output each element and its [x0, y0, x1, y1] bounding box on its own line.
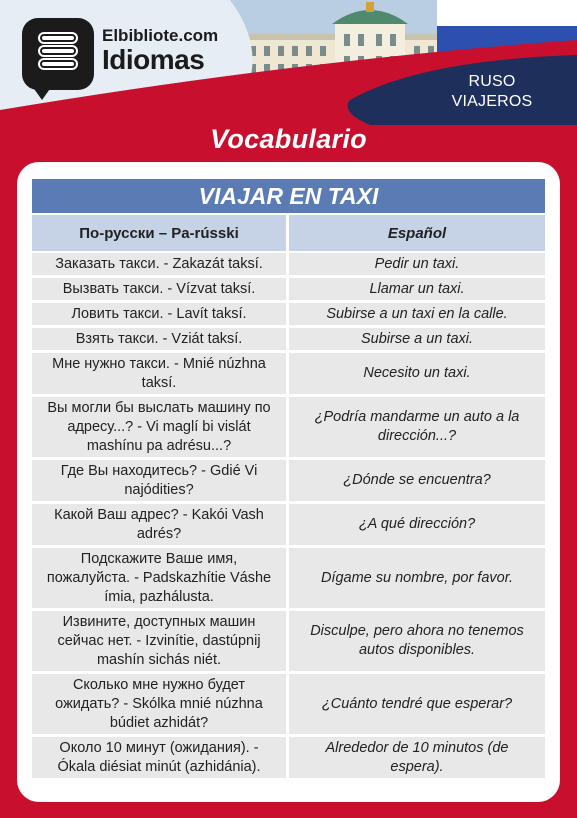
cell-spanish: ¿Cuánto tendré que esperar?	[289, 674, 545, 734]
cell-spanish: Subirse a un taxi en la calle.	[289, 303, 545, 325]
table-row	[32, 737, 545, 778]
cell-spanish: Llamar un taxi.	[289, 278, 545, 300]
cell-spanish: Dígame su nombre, por favor.	[289, 548, 545, 608]
header-russian: По-русски – Pa-rússki	[32, 215, 286, 251]
cell-spanish: Disculpe, pero ahora no tenemos autos disponibles.	[289, 611, 545, 671]
cell-russian: Вызвать такси. - Vízvat taksí.	[32, 278, 286, 300]
brand-site: Elbibliote.com	[102, 26, 219, 45]
table-row	[32, 303, 545, 325]
table-row	[32, 328, 545, 350]
table-row	[32, 460, 545, 501]
cell-russian: Около 10 минут (ожидания). - Ókala diésiat minút (azhidánia).	[32, 737, 286, 778]
cell-spanish: Subirse a un taxi.	[289, 328, 545, 350]
table-row	[32, 674, 545, 734]
section-title: Vocabulario	[210, 124, 367, 154]
table-row	[32, 397, 545, 457]
cell-spanish: ¿Dónde se encuentra?	[289, 460, 545, 501]
brand-logo[interactable]	[22, 18, 232, 93]
cell-russian: Заказать такси. - Zakazát taksí.	[32, 253, 286, 275]
cell-russian: Мне нужно такси. - Mnié núzhna taksí.	[32, 353, 286, 394]
table-title: VIAJAR EN TAXI	[32, 179, 545, 213]
speech-bubble-book-icon	[22, 18, 94, 90]
table-row	[32, 353, 545, 394]
cell-russian: Какой Ваш адрес? - Kakói Vash adrés?	[32, 504, 286, 545]
cell-russian: Где Вы находитесь? - Gdié Vi najódities?	[32, 460, 286, 501]
cell-spanish: ¿A qué dirección?	[289, 504, 545, 545]
header-spanish: Español	[289, 215, 545, 251]
table-row	[32, 504, 545, 545]
vocabulary-table	[32, 253, 545, 781]
table-row	[32, 278, 545, 300]
cell-russian: Вы могли бы выслать машину по адресу...? - Vi maglí bi vislát mashínu pa adrésu...?	[32, 397, 286, 457]
level-audience: VIAJEROS	[451, 93, 533, 110]
page-header	[0, 0, 577, 125]
cell-spanish: Alrededor de 10 minutos (de espera).	[289, 737, 545, 778]
cell-spanish: Necesito un taxi.	[289, 353, 545, 394]
cell-spanish: ¿Podría mandarme un auto a la dirección...?	[289, 397, 545, 457]
cell-russian: Подскажите Ваше имя, пожалуйста. - Padskazhítie Váshe ímia, pazhálusta.	[32, 548, 286, 608]
cell-spanish: Pedir un taxi.	[289, 253, 545, 275]
level-label	[447, 72, 537, 112]
table-row	[32, 253, 545, 275]
level-language: RUSO	[468, 73, 516, 90]
cell-russian: Взять такси. - Vziát taksí.	[32, 328, 286, 350]
table-header-row	[32, 215, 545, 251]
table-row	[32, 548, 545, 608]
cell-russian: Ловить такси. - Lavít taksí.	[32, 303, 286, 325]
cell-russian: Извините, доступных машин сейчас нет. - Izvinítie, dastúpnij mashín sichás niét.	[32, 611, 286, 671]
brand-name: Idiomas	[102, 44, 205, 75]
table-row	[32, 611, 545, 671]
cell-russian: Сколько мне нужно будет ожидать? - Skólka mnié núzhna búdiet azhidát?	[32, 674, 286, 734]
